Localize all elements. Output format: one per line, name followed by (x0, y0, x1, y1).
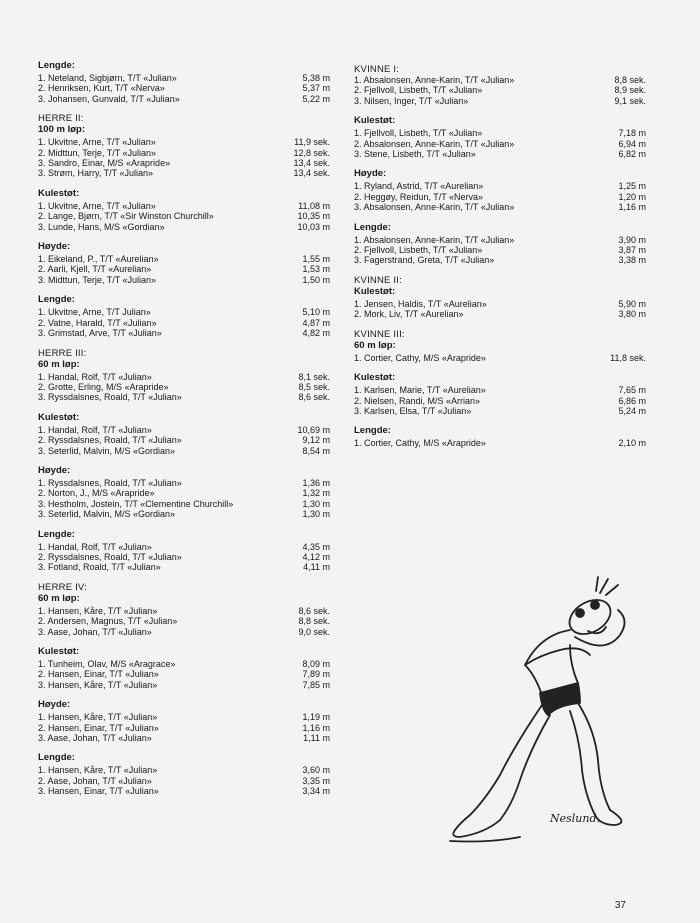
result-value: 1,30 m (302, 509, 330, 520)
event-block (38, 60, 338, 104)
athlete-name: 2. Henriksen, Kurt, T/T «Nerva» (38, 83, 165, 94)
result-value: 5,24 m (618, 405, 646, 416)
result-row (38, 669, 338, 679)
event-block (354, 222, 654, 266)
result-row (354, 299, 654, 309)
athlete-name: 3. Grimstad, Arve, T/T «Julian» (38, 328, 162, 339)
athlete-name: 2. Aarli, Kjell, T/T «Aurelian» (38, 264, 152, 275)
result-row (38, 137, 338, 147)
result-row (354, 438, 654, 448)
athlete-name: 3. Seterlid, Malvin, M/S «Gordian» (38, 445, 176, 456)
result-row (354, 181, 654, 191)
event-title: Lengde: (354, 425, 391, 437)
result-row (38, 168, 338, 178)
group-title: HERRE III: (38, 347, 87, 359)
athlete-name: 3. Absalonsen, Anne-Karin, T/T «Julian» (354, 202, 515, 213)
event-block (38, 241, 338, 285)
result-row (38, 499, 338, 509)
athlete-name: 1. Handal, Rolf, T/T «Julian» (38, 371, 152, 382)
result-value: 8,9 sek. (614, 85, 646, 96)
result-value: 1,16 m (618, 202, 646, 213)
event-block (38, 188, 338, 232)
athlete-name: 3. Midttun, Terje, T/T «Julian» (38, 274, 157, 285)
result-row (38, 478, 338, 488)
result-row (38, 723, 338, 733)
result-value: 7,85 m (302, 679, 330, 690)
result-value: 1,50 m (302, 274, 330, 285)
athlete-name: 3. Hestholm, Jostein, T/T «Clementine Churchill» (38, 498, 234, 509)
athlete-name: 1. Ryssdalsnes, Roald, T/T «Julian» (38, 477, 182, 488)
result-row (38, 776, 338, 786)
result-row (38, 94, 338, 104)
result-value: 8,8 sek. (298, 616, 330, 627)
result-row (38, 435, 338, 445)
result-value: 3,87 m (618, 245, 646, 256)
result-row (38, 712, 338, 722)
result-row (354, 192, 654, 202)
result-row (38, 552, 338, 562)
result-value: 3,90 m (618, 234, 646, 245)
result-value: 4,35 m (302, 541, 330, 552)
event-block (38, 582, 338, 637)
event-title: Kulestøt: (354, 285, 396, 297)
event-block (38, 113, 338, 179)
athlete-name: 1. Karlsen, Marie, T/T «Aurelian» (354, 385, 486, 396)
result-value: 1,32 m (302, 488, 330, 499)
result-row (38, 786, 338, 796)
event-title: 60 m løp: (354, 339, 396, 351)
result-value: 4,12 m (302, 551, 330, 562)
result-value: 1,30 m (302, 498, 330, 509)
result-value: 1,25 m (618, 181, 646, 192)
result-value: 13,4 sek. (293, 168, 330, 179)
athlete-name: 1. Tunheim, Olav, M/S «Aragrace» (38, 659, 176, 669)
event-title: Lengde: (354, 221, 391, 233)
athlete-name: 1. Ukvitne, Arne, T/T «Julian» (38, 137, 156, 148)
result-value: 2,10 m (618, 438, 646, 449)
result-value: 5,38 m (302, 73, 330, 83)
athlete-name: 1. Hansen, Kåre, T/T «Julian» (38, 605, 158, 616)
athlete-name: 2. Ryssdalsnes, Roald, T/T «Julian» (38, 435, 182, 446)
result-row (38, 765, 338, 775)
result-value: 7,89 m (302, 669, 330, 680)
result-row (38, 627, 338, 637)
result-row (354, 139, 654, 149)
athlete-name: 3. Stene, Lisbeth, T/T «Julian» (354, 149, 476, 160)
result-row (38, 606, 338, 616)
event-title: Høyde: (38, 699, 71, 711)
result-row (354, 235, 654, 245)
event-title: 100 m løp: (38, 124, 85, 136)
result-value: 9,0 sek. (298, 626, 330, 637)
result-row (38, 382, 338, 392)
result-value: 9,12 m (302, 435, 330, 446)
result-row (38, 733, 338, 743)
result-row (354, 309, 654, 319)
result-row (38, 211, 338, 221)
result-value: 3,34 m (302, 786, 330, 797)
result-row (354, 85, 654, 95)
athlete-name: 1. Jensen, Haldis, T/T «Aurelian» (354, 298, 487, 309)
result-value: 1,36 m (302, 477, 330, 488)
result-value: 7,65 m (618, 385, 646, 396)
event-title: Høyde: (354, 168, 387, 180)
result-row (354, 396, 654, 406)
result-row (38, 318, 338, 328)
artist-signature: Neslund. (550, 812, 601, 825)
event-title: 60 m løp: (38, 358, 80, 370)
athlete-name: 2. Grotte, Erling, M/S «Arapride» (38, 381, 169, 392)
athlete-name: 3. Hansen, Kåre, T/T «Julian» (38, 679, 158, 690)
result-value: 8,54 m (302, 445, 330, 456)
result-value: 11,9 sek. (294, 137, 330, 148)
event-block (354, 115, 654, 159)
athlete-name: 3. Johansen, Gunvald, T/T «Julian» (38, 93, 180, 104)
athlete-name: 2. Norton, J., M/S «Arapride» (38, 488, 155, 499)
athlete-name: 2. Heggøy, Reidun, T/T «Nerva» (354, 191, 484, 202)
athlete-name: 1. Ryland, Astrid, T/T «Aurelian» (354, 181, 484, 192)
result-value: 8,1 sek. (298, 371, 330, 382)
athlete-name: 2. Andersen, Magnus, T/T «Julian» (38, 616, 178, 627)
result-value: 11,8 sek. (610, 352, 646, 363)
result-value: 1,55 m (302, 254, 330, 265)
event-block (38, 294, 338, 338)
athlete-name: 3. Fagerstrand, Greta, T/T «Julian» (354, 255, 495, 266)
athlete-name: 2. Mork, Liv, T/T «Aurelian» (354, 309, 464, 320)
result-value: 11,08 m (298, 200, 330, 211)
event-title: Lengde: (38, 294, 75, 306)
athlete-name: 3. Lunde, Hans, M/S «Gordian» (38, 221, 165, 232)
athlete-name: 2. Hansen, Einar, T/T «Julian» (38, 669, 159, 680)
event-title: Kulestøt: (38, 646, 80, 657)
athlete-name: 2. Fjellvoll, Lisbeth, T/T «Julian» (354, 85, 483, 96)
athlete-name: 2. Nielsen, Randi, M/S «Arrian» (354, 395, 481, 406)
right-results-column (354, 64, 654, 458)
result-row (38, 562, 338, 572)
event-block (38, 465, 338, 520)
athlete-name: 2. Vatne, Harald, T/T «Julian» (38, 317, 157, 328)
result-value: 6,86 m (618, 395, 646, 406)
athlete-name: 1. Neteland, Sigbjørn, T/T «Julian» (38, 73, 177, 83)
result-row (38, 307, 338, 317)
result-row (38, 616, 338, 626)
result-row (38, 264, 338, 274)
athlete-name: 3. Aase, Johan, T/T «Julian» (38, 626, 152, 637)
athlete-name: 3. Seterlid, Malvin, M/S «Gordian» (38, 509, 176, 520)
left-results-column (38, 60, 338, 806)
result-value: 8,6 sek. (298, 605, 330, 616)
result-value: 4,87 m (302, 317, 330, 328)
event-title: Lengde: (38, 528, 75, 540)
group-title: KVINNE I: (354, 64, 400, 75)
result-row (38, 392, 338, 402)
result-value: 10,35 m (297, 211, 330, 222)
athlete-name: 1. Ukvitne, Arne, T/T «Julian» (38, 200, 156, 211)
event-block (354, 64, 654, 106)
result-row (38, 425, 338, 435)
result-row (38, 148, 338, 158)
result-row (38, 680, 338, 690)
result-value: 8,09 m (302, 659, 330, 669)
result-row (354, 75, 654, 85)
event-block (38, 646, 338, 690)
result-value: 4,82 m (302, 328, 330, 339)
result-value: 12,8 sek. (293, 147, 330, 158)
athlete-name: 2. Midttun, Terje, T/T «Julian» (38, 147, 157, 158)
result-row (354, 353, 654, 363)
event-block (354, 168, 654, 212)
result-value: 13,4 sek. (293, 158, 330, 169)
athlete-name: 1. Handal, Rolf, T/T «Julian» (38, 541, 152, 552)
result-value: 6,94 m (618, 138, 646, 149)
result-row (38, 328, 338, 338)
athlete-name: 1. Eikeland, P., T/T «Aurelian» (38, 254, 159, 265)
result-row (38, 222, 338, 232)
result-value: 10,69 m (297, 424, 330, 435)
result-row (38, 488, 338, 498)
event-title: Kulestøt: (38, 411, 80, 423)
result-row (38, 509, 338, 519)
athlete-name: 3. Nilsen, Inger, T/T «Julian» (354, 95, 469, 106)
event-block (38, 699, 338, 743)
athlete-name: 1. Absalonsen, Anne-Karin, T/T «Julian» (354, 75, 515, 85)
result-row (38, 372, 338, 382)
athlete-name: 1. Ukvitne, Arne, T/T Julian» (38, 307, 151, 318)
athlete-name: 1. Fjellvoll, Lisbeth, T/T «Julian» (354, 128, 483, 139)
event-block (38, 529, 338, 573)
athlete-name: 1. Hansen, Kåre, T/T «Julian» (38, 712, 158, 723)
result-row (354, 406, 654, 416)
page-number: 37 (614, 900, 626, 911)
result-value: 9,1 sek. (614, 95, 646, 106)
athlete-name: 2. Absalonsen, Anne-Karin, T/T «Julian» (354, 138, 515, 149)
result-row (38, 446, 338, 456)
result-value: 5,22 m (302, 93, 330, 104)
athlete-cartoon-illustration (430, 575, 640, 845)
athlete-name: 3. Karlsen, Elsa, T/T «Julian» (354, 405, 472, 416)
result-value: 10,03 m (297, 221, 330, 232)
result-row (38, 542, 338, 552)
group-title: HERRE IV: (38, 581, 87, 593)
athlete-name: 2. Hansen, Einar, T/T «Julian» (38, 722, 159, 733)
athlete-name: 1. Handal, Rolf, T/T «Julian» (38, 424, 152, 435)
result-value: 8,8 sek. (614, 75, 646, 85)
event-title: Lengde: (38, 60, 75, 71)
result-value: 5,37 m (302, 83, 330, 94)
athlete-name: 3. Aase, Johan, T/T «Julian» (38, 733, 152, 744)
athlete-name: 2. Lange, Bjørn, T/T «Sir Winston Churchill» (38, 211, 214, 222)
result-row (38, 73, 338, 83)
athlete-name: 3. Fotland, Roald, T/T «Julian» (38, 562, 161, 573)
result-value: 8,5 sek. (298, 381, 330, 392)
result-value: 1,11 m (303, 733, 330, 744)
group-title: KVINNE III: (354, 328, 405, 340)
event-title: Kulestøt: (38, 187, 80, 199)
result-value: 5,90 m (618, 298, 646, 309)
event-block (38, 752, 338, 796)
event-block (354, 372, 654, 416)
result-row (38, 275, 338, 285)
result-value: 8,6 sek. (298, 392, 330, 403)
result-value: 3,80 m (618, 309, 646, 320)
athlete-name: 2. Aase, Johan, T/T «Julian» (38, 775, 152, 786)
result-row (38, 201, 338, 211)
result-row (354, 149, 654, 159)
event-block (38, 348, 338, 403)
athlete-name: 3. Strøm, Harry, T/T «Julian» (38, 168, 154, 179)
result-row (354, 255, 654, 265)
result-value: 3,60 m (302, 765, 330, 776)
result-value: 1,19 m (302, 712, 330, 723)
event-title: Lengde: (38, 752, 75, 764)
athlete-name: 2. Ryssdalsnes, Roald, T/T «Julian» (38, 551, 182, 562)
event-title: Høyde: (38, 464, 71, 476)
result-value: 1,20 m (618, 191, 646, 202)
result-value: 3,35 m (302, 775, 330, 786)
athlete-name: 1. Absalonsen, Anne-Karin, T/T «Julian» (354, 234, 515, 245)
athlete-name: 1. Hansen, Kåre, T/T «Julian» (38, 765, 158, 776)
result-value: 5,10 m (302, 307, 330, 318)
result-value: 3,38 m (618, 255, 646, 266)
result-row (354, 128, 654, 138)
event-block (354, 425, 654, 448)
result-value: 1,16 m (302, 722, 330, 733)
result-row (38, 83, 338, 93)
group-title: KVINNE II: (354, 274, 402, 286)
result-value: 4,11 m (303, 562, 330, 573)
athlete-name: 3. Sandro, Einar, M/S «Arapride» (38, 158, 171, 169)
result-row (354, 385, 654, 395)
result-row (38, 254, 338, 264)
result-row (354, 96, 654, 106)
event-title: Kulestøt: (354, 372, 396, 384)
event-title: Høyde: (38, 241, 71, 253)
event-block (38, 412, 338, 456)
athlete-name: 1. Cortier, Cathy, M/S «Arapride» (354, 438, 486, 449)
event-block (354, 275, 654, 320)
result-row (38, 659, 338, 669)
result-row (354, 202, 654, 212)
group-title: HERRE II: (38, 113, 84, 125)
athlete-name: 2. Fjellvoll, Lisbeth, T/T «Julian» (354, 245, 483, 256)
athlete-name: 1. Cortier, Cathy, M/S «Arapride» (354, 352, 486, 363)
athlete-name: 3. Hansen, Einar, T/T «Julian» (38, 786, 159, 797)
athlete-name: 3. Ryssdalsnes, Roald, T/T «Julian» (38, 392, 182, 403)
result-value: 6,82 m (618, 149, 646, 160)
result-row (354, 245, 654, 255)
result-row (38, 158, 338, 168)
result-value: 7,18 m (618, 128, 646, 139)
event-title: 60 m løp: (38, 592, 80, 604)
result-value: 1,53 m (302, 264, 330, 275)
event-title: Kulestøt: (354, 115, 396, 127)
event-block (354, 329, 654, 363)
